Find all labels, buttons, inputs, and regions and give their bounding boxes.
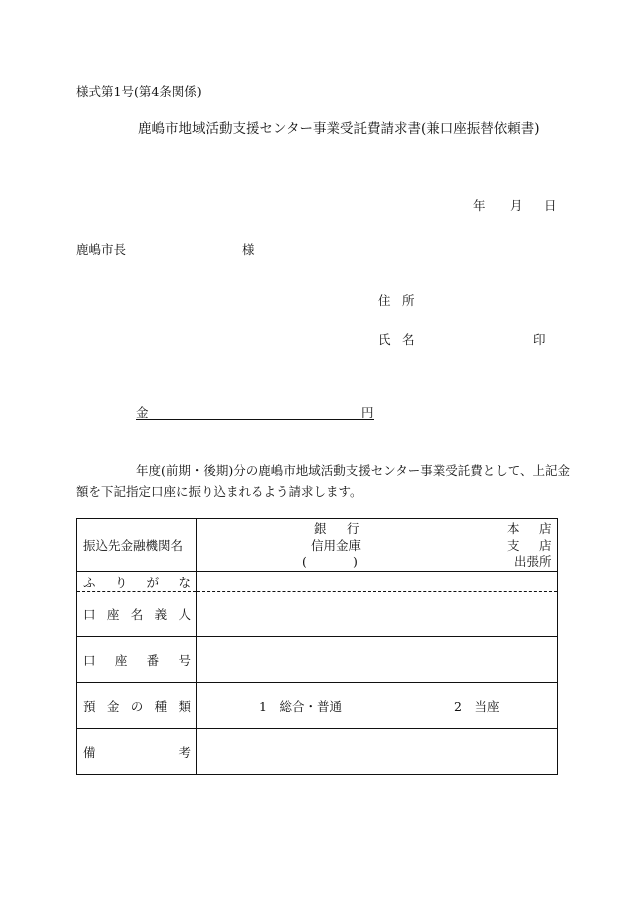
address-label-1: 住: [378, 293, 391, 308]
form-number: 様式第1号(第4条関係): [76, 84, 202, 99]
bank-option-2: 行: [347, 521, 360, 536]
paren-close: ): [353, 554, 358, 569]
document-title: 鹿嶋市地域活動支援センター事業受託費請求書(兼口座振替依頼書): [138, 121, 540, 137]
seal-mark: 印: [533, 332, 546, 347]
deposit-type-cell: [197, 683, 558, 729]
date-month-label: 月: [510, 198, 523, 213]
name-label-2: 名: [402, 332, 415, 347]
sub-office: 出張所: [514, 554, 552, 569]
account-holder-label: 口 座 名 義 人: [83, 607, 191, 622]
bank-input-cell[interactable]: [197, 519, 558, 572]
bank-label: 振込先金融機関名: [83, 538, 184, 553]
address-label-2: 所: [402, 293, 415, 308]
bank-option-1: 銀: [314, 521, 327, 536]
credit-union-option: 信用金庫: [311, 538, 362, 553]
remarks-input[interactable]: [197, 729, 558, 775]
addressee-name: 鹿嶋市長: [76, 242, 127, 257]
bank-account-table: [76, 518, 558, 775]
head-office-2: 店: [539, 521, 552, 536]
amount-underline: [136, 419, 374, 420]
date-year-label: 年: [473, 198, 486, 213]
furigana-row: [77, 572, 558, 592]
remarks-label: 備 考: [83, 744, 191, 760]
amount-suffix: 円: [361, 405, 374, 420]
branch-2: 店: [539, 538, 552, 553]
account-holder-input[interactable]: [197, 592, 558, 637]
deposit-type-option-checking[interactable]: 2 当座: [454, 698, 500, 714]
deposit-type-row: [77, 683, 558, 729]
account-holder-row: [77, 592, 558, 637]
name-label-1: 氏: [378, 332, 391, 347]
account-number-row: [77, 637, 558, 683]
furigana-input[interactable]: [197, 572, 558, 592]
body-line-2: 額を下記指定口座に振り込まれるよう請求します。: [76, 484, 363, 499]
head-office-1: 本: [507, 521, 520, 536]
bank-row: [77, 519, 558, 572]
branch-1: 支: [507, 538, 520, 553]
remarks-row: [77, 729, 558, 775]
paren-open: (: [302, 554, 307, 569]
body-line-1: 年度(前期・後期)分の鹿嶋市地域活動支援センター事業受託費として、上記金: [136, 463, 571, 478]
date-day-label: 日: [544, 198, 557, 213]
deposit-type-option-general[interactable]: 1 総合・普通: [259, 698, 342, 714]
account-number-input[interactable]: [197, 637, 558, 683]
deposit-type-label: 預 金 の 種 類: [83, 698, 191, 714]
furigana-label: ふ り が な: [83, 574, 191, 590]
account-number-label: 口 座 番 号: [83, 652, 191, 668]
addressee-honorific: 様: [242, 242, 255, 257]
amount-prefix: 金: [136, 405, 149, 420]
